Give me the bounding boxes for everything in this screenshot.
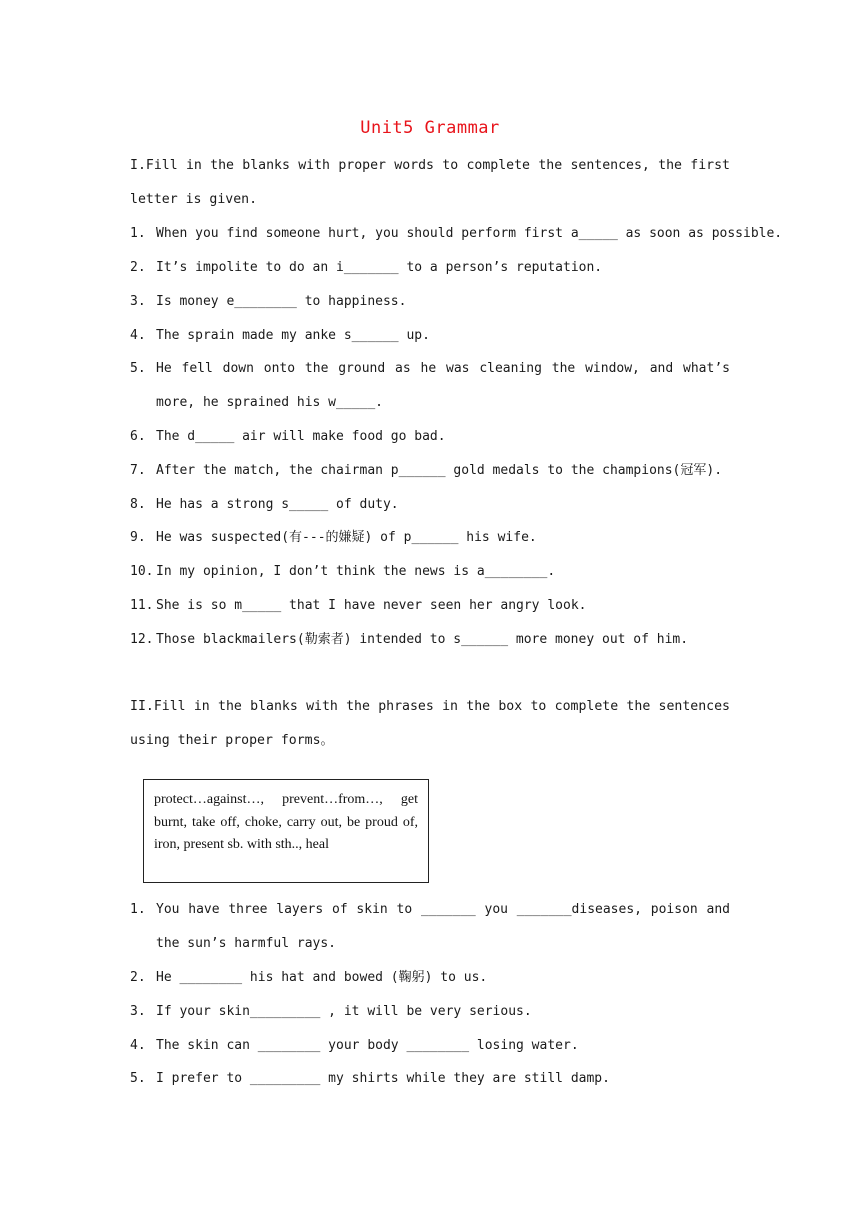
question-number: 1.	[130, 902, 146, 917]
question-item	[130, 961, 730, 995]
question-number: 11.	[130, 598, 154, 613]
question-text: He ________ his hat and bowed (鞠躬) to us.	[156, 970, 488, 985]
phrase-box: protect…against…, prevent…from…, get burnt, take off, choke, carry out, be proud of, iron, present sb. with sth.., heal	[143, 779, 429, 883]
question-text: In my opinion, I don’t think the news is a________.	[156, 564, 556, 579]
question-number: 4.	[130, 328, 146, 343]
question-number: 6.	[130, 429, 146, 444]
question-number: 10.	[130, 564, 154, 579]
question-number: 3.	[130, 294, 146, 309]
question-item	[130, 488, 730, 522]
question-number: 2.	[130, 970, 146, 985]
question-item	[130, 319, 730, 353]
question-item	[130, 1062, 730, 1096]
question-text: She is so m_____ that I have never seen her angry look.	[156, 598, 587, 613]
question-number: 7.	[130, 463, 146, 478]
question-text: If your skin_________ , it will be very serious.	[156, 1004, 532, 1019]
question-text: Those blackmailers(勒索者) intended to s______ more money out of him.	[156, 632, 689, 647]
question-text: It’s impolite to do an i_______ to a person’s reputation.	[156, 260, 603, 275]
question-text: The sprain made my anke s______ up.	[156, 328, 430, 343]
question-item	[130, 623, 730, 657]
question-text: After the match, the chairman p______ gold medals to the champions(冠军).	[156, 463, 723, 478]
question-item	[130, 420, 730, 454]
question-item	[130, 217, 783, 251]
question-text: He fell down onto the ground as he was cleaning the window, and what’s more, he sprained his w_____.	[156, 361, 730, 410]
question-number: 2.	[130, 260, 146, 275]
question-number: 5.	[130, 1071, 146, 1086]
question-item	[130, 454, 730, 488]
question-number: 4.	[130, 1038, 146, 1053]
question-text: He was suspected(有---的嫌疑) of p______ his wife.	[156, 530, 537, 545]
question-text: The d_____ air will make food go bad.	[156, 429, 446, 444]
question-text: Is money e________ to happiness.	[156, 294, 407, 309]
question-text: I prefer to _________ my shirts while they are still damp.	[156, 1071, 610, 1086]
question-item	[130, 251, 730, 285]
question-number: 5.	[130, 361, 146, 376]
question-text: You have three layers of skin to _______ you _______diseases, poison and the sun’s harmful rays.	[156, 902, 730, 951]
question-number: 1.	[130, 226, 146, 241]
question-item	[130, 893, 730, 961]
question-text: The skin can ________ your body ________ losing water.	[156, 1038, 579, 1053]
question-number: 8.	[130, 497, 146, 512]
question-item	[130, 995, 730, 1029]
question-item	[130, 521, 730, 555]
question-text: When you find someone hurt, you should perform first a_____ as soon as possible.	[156, 226, 783, 241]
question-number: 12.	[130, 632, 154, 647]
question-text: He has a strong s_____ of duty.	[156, 497, 399, 512]
question-item	[130, 285, 730, 319]
page-title: Unit5 Grammar	[360, 118, 500, 138]
section-2-heading: II.Fill in the blanks with the phrases in the box to complete the sentences using their proper forms。	[130, 699, 730, 748]
section-1-heading: I.Fill in the blanks with proper words to complete the sentences, the first letter is given.	[130, 158, 730, 207]
question-item	[130, 1029, 730, 1063]
question-item	[130, 555, 730, 589]
question-item	[130, 352, 730, 420]
question-item	[130, 589, 730, 623]
question-number: 9.	[130, 530, 146, 545]
question-number: 3.	[130, 1004, 146, 1019]
